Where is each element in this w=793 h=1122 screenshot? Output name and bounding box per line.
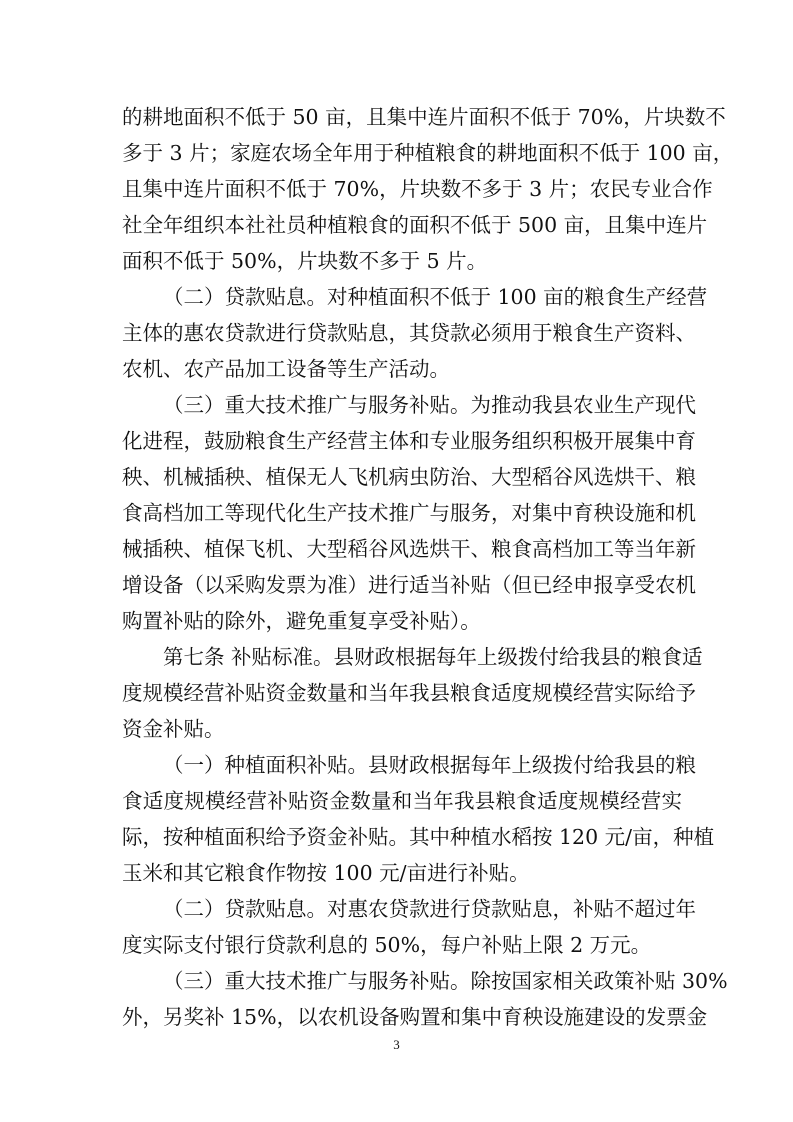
paragraph-line: 资金补贴。 <box>122 717 225 741</box>
paragraph-line: 面积不低于 50%，片块数不多于 5 片。 <box>122 249 488 273</box>
paragraph-line: （二）贷款贴息。对惠农贷款进行贷款贴息，补贴不超过年 <box>163 897 696 921</box>
paragraph-line: 械插秧、植保飞机、大型稻谷风选烘干、粮食高档加工等当年新 <box>122 537 696 561</box>
paragraph-line: 玉米和其它粮食作物按 100 元/亩进行补贴。 <box>122 861 530 885</box>
paragraph-line: 际，按种植面积给予资金补贴。其中种植水稻按 120 元/亩，种植 <box>122 825 715 849</box>
paragraph-line: 第七条 补贴标准。县财政根据每年上级拨付给我县的粮食适 <box>163 645 703 669</box>
paragraph-line: 化进程，鼓励粮食生产经营主体和专业服务组织积极开展集中育 <box>122 429 696 453</box>
paragraph-line: （三）重大技术推广与服务补贴。除按国家相关政策补贴 30% <box>163 969 728 993</box>
paragraph-line: 社全年组织本社社员种植粮食的面积不低于 500 亩，且集中连片 <box>122 213 708 237</box>
page-number: 3 <box>393 1037 400 1052</box>
paragraph-line: 农机、农产品加工设备等生产活动。 <box>122 357 450 381</box>
paragraph-line: 食适度规模经营补贴资金数量和当年我县粮食适度规模经营实 <box>122 789 682 813</box>
paragraph-line: 的耕地面积不低于 50 亩，且集中连片面积不低于 70%，片块数不 <box>122 105 726 129</box>
paragraph-line: （一）种植面积补贴。县财政根据每年上级拨付给我县的粮 <box>163 753 696 777</box>
paragraph-line: 度实际支付银行贷款利息的 50%，每户补贴上限 2 万元。 <box>122 933 652 957</box>
paragraph-line: 增设备（以采购发票为准）进行适当补贴（但已经申报享受农机 <box>122 573 696 597</box>
paragraph-line: （三）重大技术推广与服务补贴。为推动我县农业生产现代 <box>163 393 696 417</box>
paragraph-line: 购置补贴的除外，避免重复享受补贴）。 <box>122 609 481 633</box>
paragraph-line: 且集中连片面积不低于 70%，片块数不多于 3 片；农民专业合作 <box>122 177 713 201</box>
paragraph-line: 外，另奖补 15%，以农机设备购置和集中育秧设施建设的发票金 <box>122 1005 708 1029</box>
paragraph-line: 度规模经营补贴资金数量和当年我县粮食适度规模经营实际给予 <box>122 681 696 705</box>
paragraph-line: 主体的惠农贷款进行贷款贴息，其贷款必须用于粮食生产资料、 <box>122 321 696 345</box>
paragraph-line: 多于 3 片；家庭农场全年用于种植粮食的耕地面积不低于 100 亩， <box>122 141 734 165</box>
paragraph-line: 秧、机械插秧、植保无人飞机病虫防治、大型稻谷风选烘干、粮 <box>122 465 696 489</box>
paragraph-line: （二）贷款贴息。对种植面积不低于 100 亩的粮食生产经营 <box>163 285 708 309</box>
paragraph-line: 食高档加工等现代化生产技术推广与服务，对集中育秧设施和机 <box>122 501 696 525</box>
